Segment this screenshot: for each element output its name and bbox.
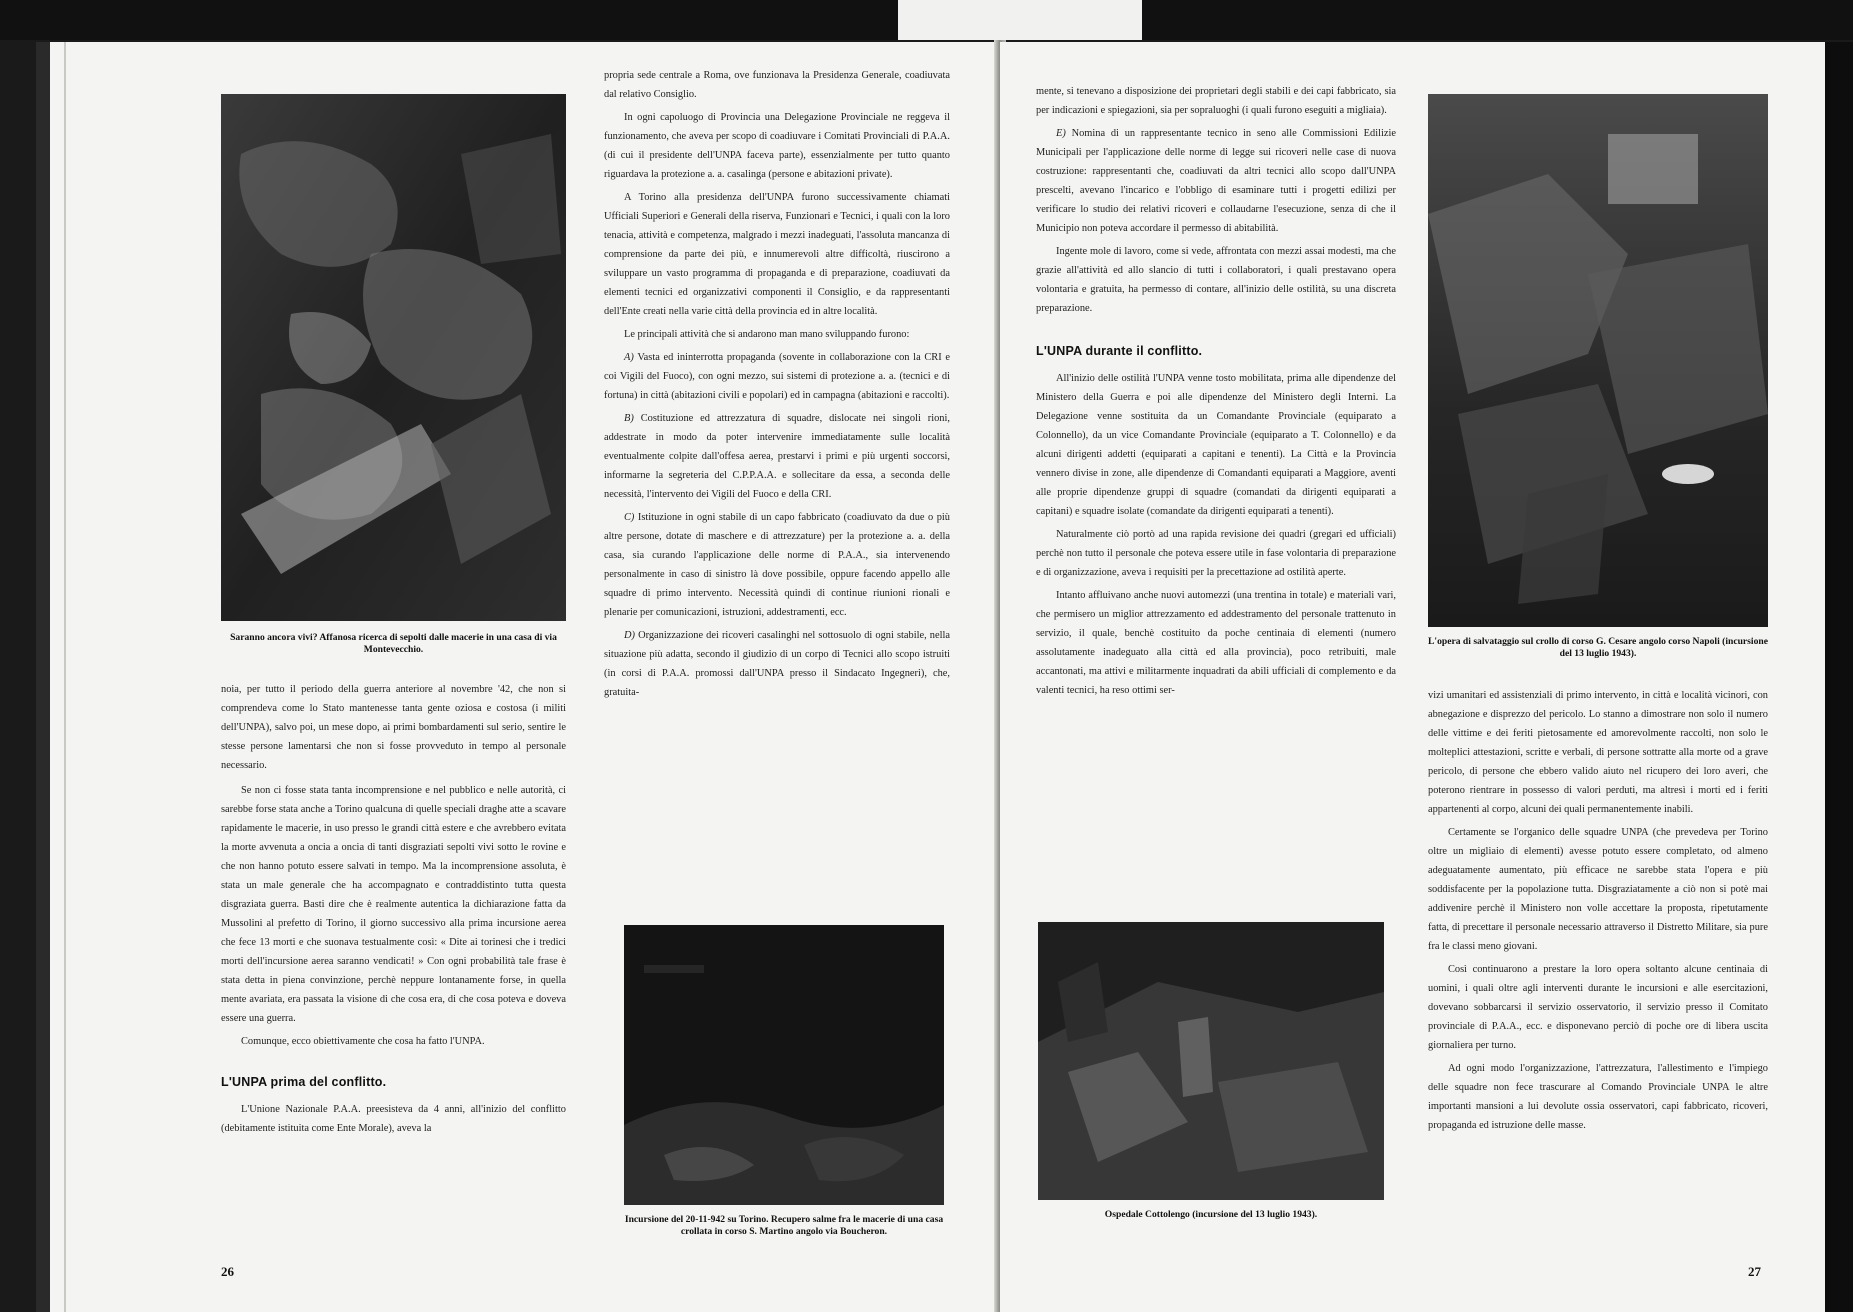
paragraph: mente, si tenevano a disposizione dei proprietari degli stabili e dei capi fabbricato, sia per indicazioni e spiegazioni, sia per sopraluoghi (i quali furono eseguiti a migliaia). — [1036, 86, 1396, 116]
paragraph: Comunque, ecco obiettivamente che cosa ha fatto l'UNPA. — [241, 1036, 485, 1047]
text-column — [221, 680, 566, 1138]
page-number: 27 — [1748, 1264, 1761, 1279]
paragraph: Così continuarono a prestare la loro opera soltanto alcune centinaia di uomini, i quali oltre agli interventi durante le incursioni e alle esercitazioni, dovevano sobbarcarsi il servizio osservatorio, il servizio presso il Comitato provinciale di P.A.A., ecc. e disponevano perciò di poche ore di libera uscita giornaliera per turno. — [1428, 964, 1768, 1051]
item-label: B) — [624, 413, 634, 424]
paragraph: L'Unione Nazionale P.A.A. preesisteva da 4 anni, all'inizio del conflitto (debitamente istituita come Ente Morale), aveva la — [221, 1104, 566, 1134]
paragraph: Ingente mole di lavoro, come si vede, affrontata con mezzi assai modesti, ma che grazie all'attività ed allo slancio di tutti i collaboratori, i quali prestavano opera volontaria e gratuita, ha permesso di contare, all'inizio delle ostilità, su una discreta preparazione. — [1036, 246, 1396, 314]
item-text: Organizzazione dei ricoveri casalinghi nel sottosuolo di ogni stabile, nella situazione più adatta, secondo il giudizio di un corpo di Tecnici allo scopo istruiti (in corsi di P.A.A. promossi dall'UNPA presso il Sindacato Ingegneri), che, gratuita- — [604, 630, 950, 698]
paragraph: Certamente se l'organico delle squadre UNPA (che prevedeva per Torino oltre un migliaio di elementi) avesse potuto essere completato, od almeno adeguatamente aumentato, più efficace ne sarebbe stata l'opera e più soddisfacente per la popolazione tutta. Disgraziatamente a ciò non si potè mai addivenire perchè il Ministero non volle accettare la proposta, ripetutamente fatta, di precettare il personale necessario attraverso il Distretto Militare, sia pure fra le classi meno giovani. — [1428, 827, 1768, 952]
text-column — [1428, 686, 1768, 1135]
section-heading: L'UNPA durante il conflitto. — [1036, 344, 1203, 358]
paragraph: Ad ogni modo l'organizzazione, l'attrezzatura, l'allestimento e l'impiego delle squadre non fece trascurare al Comando Provinciale UNPA le altre importanti mansioni a lui devolute ossia osservatori, capi fabbricato, ricoveri, propaganda ed istruzione delle masse. — [1428, 1063, 1768, 1131]
list-item — [604, 508, 950, 622]
list-item — [604, 409, 950, 504]
item-label: A) — [624, 352, 634, 363]
paragraph: propria sede centrale a Roma, ove funzionava la Presidenza Generale, coadiuvata dal relativo Consiglio. — [604, 70, 950, 100]
section-heading: L'UNPA prima del conflitto. — [221, 1075, 387, 1089]
photo-corso-san-martino — [624, 925, 944, 1205]
item-text: Vasta ed ininterrotta propaganda (sovente in collaborazione con la CRI e coi Vigili del Fuoco), con ogni mezzo, sui sistemi di protezione a. a. (tecnici e di fortuna) in città (abitazioni civili e popolari) ed in campagna (abitazioni e raccolti). — [604, 352, 950, 401]
list-item — [604, 348, 950, 405]
paragraph: noia, per tutto il periodo della guerra anteriore al novembre '42, che non si comprendeva come lo Stato mantenesse tanta gente oziosa e costosa (i militi dell'UNPA), salvo poi, un mese dopo, ai primi bombardamenti sul serio, sentire le stesse persone lamentarsi che non si fosse provveduto in tempo al personale necessario. — [221, 684, 566, 771]
page-number: 26 — [221, 1264, 234, 1279]
photo-corso-giulio-cesare — [1428, 94, 1768, 627]
paragraph: Naturalmente ciò portò ad una rapida revisione dei quadri (gregari ed ufficiali) perchè non tutto il personale che poteva essere utile in fase volontaria di preparazione e di organizzazione, aveva i requisiti per la precettazione ad ostilità aperte. — [1036, 529, 1396, 578]
item-label: D) — [624, 630, 635, 641]
text-column — [604, 66, 950, 702]
paragraph: vizi umanitari ed assistenziali di primo intervento, in città e località vicinori, con abnegazione e disprezzo del pericolo. Lo stanno a dimostrare non solo il numero delle vittime e dei feriti pietosamente ed amorevolmente raccolti, non solo le molteplici attestazioni, scritte e verbali, di persone sottratte alla morte od a grave pericolo, di persone che ebbero valido aiuto nel ricupero dei loro averi, che poterono rientrare in possesso di valori perduti, ma altresì i morti ed i feriti appartenenti al corpo, alcuni dei quali permanentemente inabili. — [1428, 690, 1768, 815]
paragraph: Se non ci fosse stata tanta incomprensione e nel pubblico e nelle autorità, ci sarebbe forse stata anche a Torino qualcuna di quelle speciali draghe atte a scavare rapidamente le macerie, in uso presso le grandi città estere e che avrebbero evitata la morte avvenuta a oncia a oncia di tanti disgraziati sepolti vivi sotto le rovine e che non hanno potuto essere salvati in tempo. Ma la incomprensione assoluta, è stata un male generale che ha accompagnato e contraddistinto tutta questa disgraziata guerra. Basti dire che è realmente autentica la dichiarazione fatta da Mussolini al prefetto di Torino, il giorno successivo alla prima incursione aerea che fece 13 morti e che suonava testualmente così: « Dite ai torinesi che i tredici morti dell'incursione aerea saranno vendicati! » Con ogni probabilità tale frase è stata detta in piena convinzione, perchè neppure lontanamente forse, in quella mente avariata, era passata la visione di che cosa era, di che cosa poteva e doveva essere una guerra. — [221, 785, 566, 1024]
list-item — [604, 626, 950, 702]
page-edge — [64, 42, 66, 1312]
paragraph: A Torino alla presidenza dell'UNPA furono successivamente chiamati Ufficiali Superiori e Generali della riserva, Funzionari e Tecnici, i quali con la loro tenacia, attività e competenza, malgrado i mezzi inadeguati, l'assoluta mancanza di comprensione da parte dei più, e innumerevoli altre difficoltà, riuscirono a sviluppare un vasto programma di propaganda e di preparazione, coadiuvati da elementi tecnici ed organizzativi componenti il Consiglio, e da rappresentanti dell'Ente creati nella varie città della provincia ed in altre località. — [604, 192, 950, 317]
left-page — [36, 42, 994, 1312]
paragraph: Intanto affluivano anche nuovi automezzi (una trentina in totale) e materiali vari, che permisero un miglior attrezzamento ed addestramento del personale trattenuto in servizio, il quale, benchè costituito da poche centinaia di elementi (numero assolutamente inadeguato alla città ed alla provincia), poco retribuiti, male accantonati, ma attivi e militarmente inquadrati da abili ufficiali di complemento e da valenti tecnici, ha reso ottimi ser- — [1036, 590, 1396, 696]
item-text: Costituzione ed attrezzatura di squadre, dislocate nei singoli rioni, addestrate in modo da poter intervenire immediatamente sulle località eventualmente colpite dall'offesa aerea, prestarvi i primi e più urgenti soccorsi, informarne la segreteria del C.P.P.A.A. e sollecitare da essa, a seconda delle necessità, l'intervento dei Vigili del Fuoco e della CRI. — [604, 413, 950, 500]
photo-rescue-via-montevecchio — [221, 94, 566, 621]
item-label: E) — [1056, 128, 1066, 139]
item-text: Nomina di un rappresentante tecnico in seno alle Commissioni Edilizie Municipali per l'applicazione delle norme di legge sui ricoveri nelle case di nuova costruzione: rappresentanti che, coadiuvati da altri tecnici allo scopo dall'UNPA prescelti, avevano l'incarico e l'obbligo di esaminare tutti i progetti edilizi per verificare lo studio dei relativi ricoveri e collaudarne l'esecuzione, senza di che il Municipio non poteva accordare il permesso di abitabilità. — [1036, 128, 1396, 234]
text-column — [1036, 82, 1396, 700]
right-page — [1000, 42, 1853, 1312]
item-text: Istituzione in ogni stabile di un capo fabbricato (coadiuvato da due o più altre persone, dotate di maschere e di attrezzature) per la protezione a. a. della casa, sia curando l'applicazione delle norme di P.A.A., sia intervenendo personalmente in caso di sinistro là dove possibile, oppure facendo appello alle squadre di primo intervento. Necessità quindi di continue riunioni rionali e plenarie per comunicazioni, istruzioni, addestramenti, ecc. — [604, 512, 950, 618]
paragraph: Le principali attività che si andarono man mano sviluppando furono: — [624, 329, 910, 340]
item-label: C) — [624, 512, 635, 523]
scan-gap — [898, 0, 1142, 40]
photo-caption: Saranno ancora vivi? Affanosa ricerca di sepolti dalle macerie in una casa di via Montevecchio. — [230, 632, 557, 655]
photo-caption: L'opera di salvataggio sul crollo di corso G. Cesare angolo corso Napoli (incursione del 13 luglio 1943). — [1428, 636, 1768, 659]
list-item — [1036, 124, 1396, 238]
photo-ospedale-cottolengo — [1038, 922, 1384, 1200]
paragraph: All'inizio delle ostilità l'UNPA venne tosto mobilitata, prima alle dipendenze del Ministero della Guerra e poi alle dipendenze del Ministero degli Interni. La Delegazione venne sostituita da un Comandante Provinciale (equiparato a Colonnello), da un vice Comandante Provinciale (equiparato a T. Colonnello) e da alcuni dirigenti addetti (equiparati a capitani e tenenti). La Città e la Provincia vennero divise in zone, alle dipendenze di Comandanti equiparati a Maggiore, aventi alle proprie dipendenze gruppi di squadre (comandati da dirigenti equiparati a capitani) e squadre isolate (comandate da dirigenti equiparati a tenenti). — [1036, 373, 1396, 517]
paragraph: In ogni capoluogo di Provincia una Delegazione Provinciale ne reggeva il funzionamento, che aveva per scopo di coadiuvare i Comitati Provinciali di P.A.A. (di cui il presidente dell'UNPA faceva parte), essenzialmente per tutto quanto riguardava la protezione a. a. casalinga (persone e abitazioni private). — [604, 112, 950, 180]
photo-caption: Incursione del 20-11-942 su Torino. Recupero salme fra le macerie di una casa crollata in corso S. Martino angolo via Boucheron. — [624, 1214, 944, 1237]
photo-caption: Ospedale Cottolengo (incursione del 13 luglio 1943). — [1104, 1209, 1318, 1220]
